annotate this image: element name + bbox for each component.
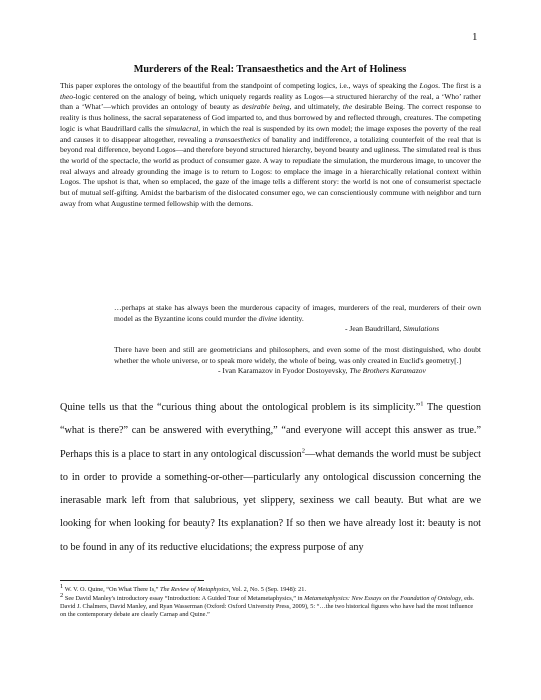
- epigraph-dostoyevsky: [114, 345, 481, 377]
- footnote-ref: 2: [60, 591, 64, 599]
- text-run: , Vol. 2, No. 5 (Sep. 1948): 21.: [228, 586, 307, 593]
- footnote-ref: 1: [60, 582, 64, 590]
- text-run: The Brothers Karamazov: [349, 366, 426, 376]
- text-run: of banality and indifference, a totalizing counterfeit of the real that is beyond real difference, beyond Logos—and therefore beyond structured hierarchy, beyond beauty and ugliness. The simulated real is thus the world of the spectacle, the world as product of consumer gaze. A way to repudiate the simulation, the murderous image, to uncover the real always and already grounding the image is to return to Logos: to emplace the image in a hierarchically relational context within Logos. The upshot is that, when so emplaced, the gaze of the image tells a different story: the world is not one of consumerist spectacle but of mutual self-gifting. Amidst the barbarism of the dislocated consumer ego, we can conscientiously commune with neighbor and turn away from what Augustine termed fellowship with the demons.: [60, 134, 481, 208]
- text-run: -logic centered on the analogy of being, which uniquely regards reality as Logos—a structured hierarchy of the real, a ‘Who’ rather than a ‘What’—which provides an ontology of beauty as: [60, 91, 481, 112]
- text-run: , and ultimately,: [289, 102, 343, 112]
- footnote-2: [60, 591, 481, 620]
- footnotes: [60, 582, 481, 620]
- text-run: . The first is a: [438, 81, 481, 90]
- text-run: divine: [258, 313, 278, 323]
- text-run: simulacral: [165, 123, 199, 133]
- footnote-ref: 1: [420, 400, 424, 408]
- text-run: The question “what is there?” can be answered with everything,” “and everyone will accept this answer as true.” Perhaps this is a place to start in any ontological discussion: [60, 402, 481, 460]
- text-run: theo: [60, 91, 74, 101]
- text-run: , in which the real is suspended by its own model; the image exposes the poverty of the real and causes it to disappear altogether, revealing a: [60, 123, 481, 144]
- text-run: There have been and still are geometricians and philosophers, and even some of the most distinguished, who doubt whether the whole universe, or to speak more widely, the whole of being, was only created in Euclid's geometry[.]: [114, 345, 481, 365]
- epigraph-text: [114, 345, 481, 366]
- text-run: Simulations: [403, 324, 440, 334]
- text-run: identity.: [277, 313, 304, 323]
- text-run: See David Manley's introductory essay “Introduction: A Guided Tour of Metametaphysics,” in: [63, 594, 305, 602]
- epigraph-text: [114, 303, 481, 324]
- footnote-ref: 2: [301, 447, 305, 455]
- body-paragraph: [60, 396, 481, 559]
- text-run: desirable being: [241, 102, 290, 112]
- text-run: …perhaps at stake has always been the murderous capacity of images, murderers of the real, murderers of their own model as the Byzantine icons could murder the: [114, 303, 481, 323]
- epigraph-attribution: [114, 366, 481, 377]
- footnote-1: [60, 582, 481, 594]
- text-run: The Review of Metaphysics: [160, 586, 229, 593]
- text-run: Logos: [419, 81, 439, 90]
- text-run: desirable Being. The correct response to reality is thus holiness, the sacral separateness of God imparted to, and thus borrowed by and reflected through, creatures. The competing logic is what Baudrillard calls the: [60, 102, 482, 133]
- paper-title: Murderers of the Real: Transaesthetics and the Art of Holiness: [133, 64, 407, 75]
- text-run: This paper explores the ontology of the beautiful from the standpoint of competing logics, i.e., ways of speaking the: [60, 81, 420, 90]
- text-run: transaesthetics: [214, 134, 261, 144]
- footnote-divider: [60, 580, 204, 581]
- text-run: W. V. O. Quine, “On What There Is,”: [63, 586, 161, 593]
- text-run: - Ivan Karamazov in Fyodor Dostoyevsky,: [218, 366, 350, 376]
- text-run: —what demands the world must be subject to in order to provide a something-or-other—particularly any ontological discussion concerning the inerasable mark left from that salubrious, yet slippery, sexiness we call beauty. But what are we looking for when looking for beauty? Its explanation? If so then we have already lost it: beauty is not to be found in any of its reductive elucidations; the express purpose of any: [60, 448, 481, 553]
- text-run: the: [342, 102, 353, 112]
- text-run: Quine tells us that the “curious thing about the ontological problem is its simplicity.”: [60, 402, 421, 413]
- epigraph-baudrillard: [114, 303, 481, 335]
- abstract: [60, 81, 481, 209]
- epigraph-attribution: [114, 324, 481, 335]
- text-run: Metametaphysics: New Essays on the Foundation of Ontology: [304, 594, 461, 602]
- text-run: - Jean Baudrillard,: [345, 324, 404, 334]
- text-run: , eds. David J. Chalmers, David Manley, and Ryan Wasserman (Oxford: Oxford University Press, 2009), 5: “…the two historical figures who have had the most influence on the contemporary debate are clearly Carnap and Quine.”: [60, 594, 475, 619]
- page-number: 1: [472, 31, 478, 43]
